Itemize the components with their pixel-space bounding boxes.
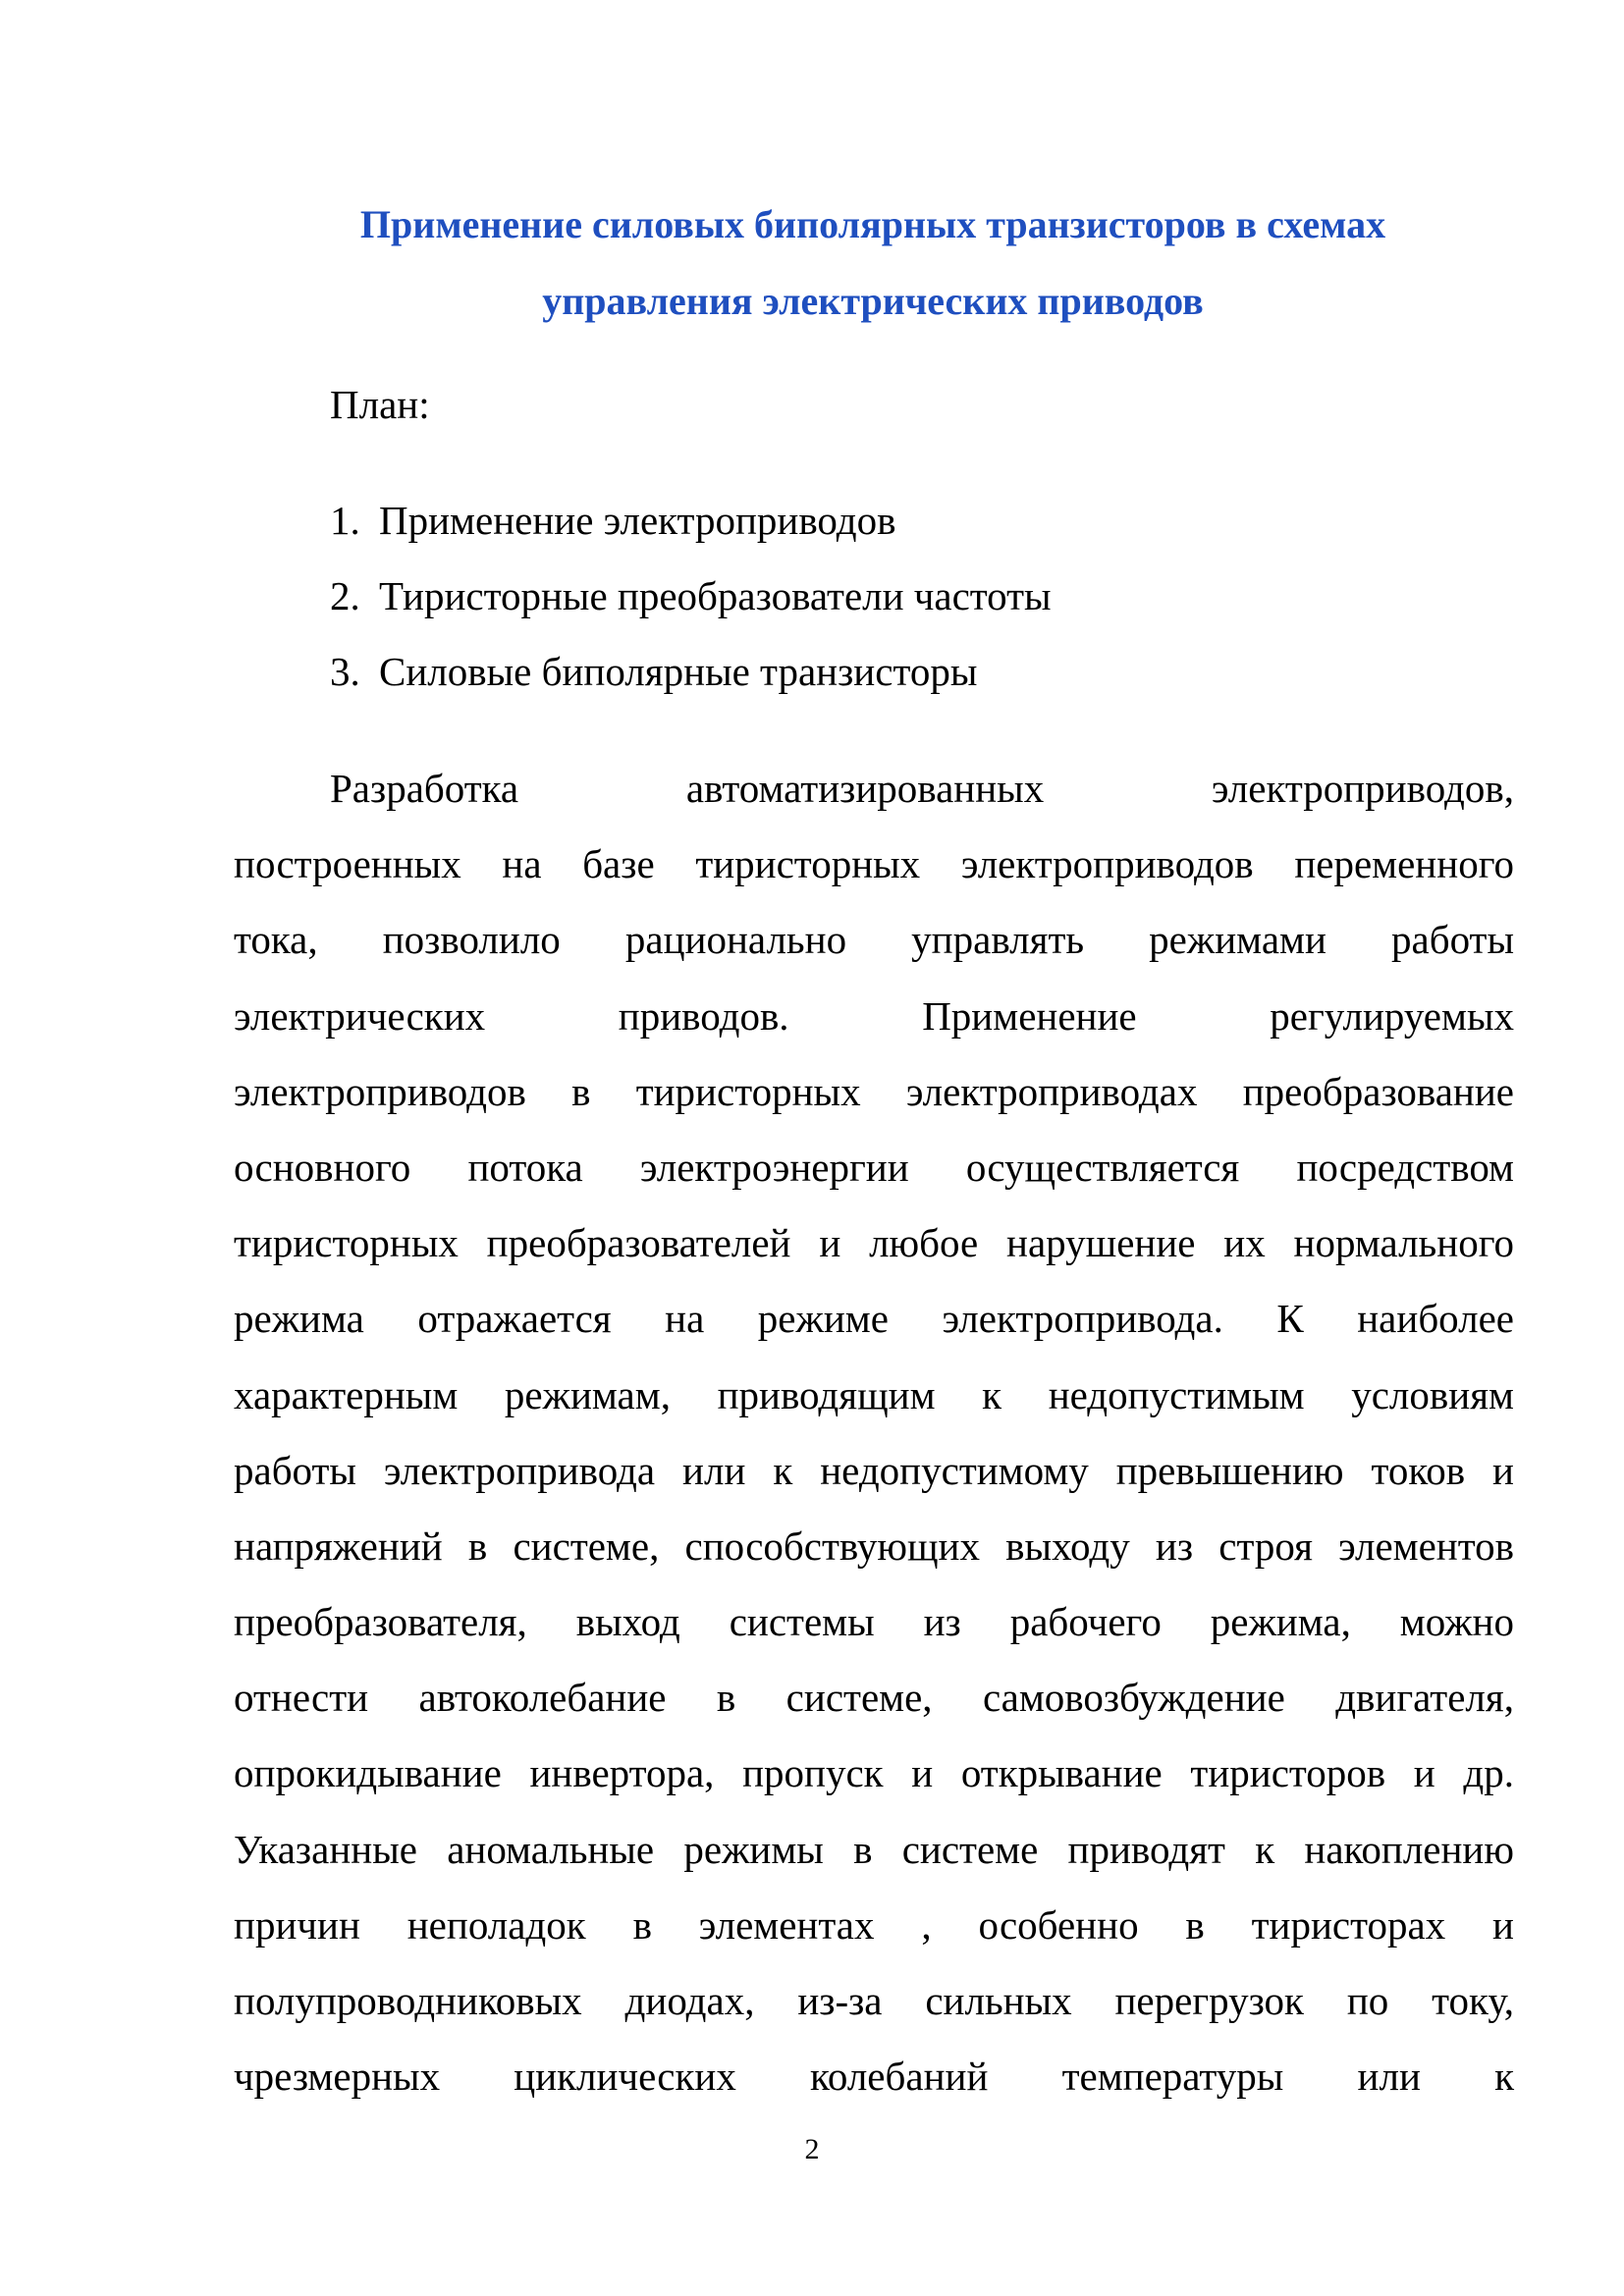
- plan-item-number: 3.: [330, 649, 360, 694]
- paragraph-line: построенных на базе тиристорных электроприводов переменного: [234, 841, 1514, 887]
- document-title: [234, 187, 1512, 340]
- paragraph-line: электроприводов в тиристорных электроприводах преобразование: [234, 1068, 1514, 1114]
- paragraph-line: работы электропривода или к недопустимому превышению токов и: [234, 1447, 1514, 1493]
- plan-item: [330, 566, 1052, 642]
- title-line-1: Применение силовых биполярных транзисторов в схемах: [359, 202, 1386, 246]
- plan-item: [330, 642, 1052, 718]
- paragraph-line: характерным режимам, приводящим к недопустимым условиям: [234, 1371, 1514, 1417]
- body-paragraph: [234, 759, 1514, 2122]
- page-number: 2: [804, 2133, 820, 2165]
- paragraph-line: причин неполадок в элементах , особенно в тиристорах и: [234, 1901, 1514, 1948]
- paragraph-line: преобразователя, выход системы из рабочего режима, можно: [234, 1599, 1514, 1645]
- paragraph-line: Указанные аномальные режимы в системе приводят к накоплению: [234, 1826, 1514, 1872]
- plan-heading: План:: [330, 382, 430, 427]
- paragraph-line: чрезмерных циклических колебаний температуры или к: [234, 2054, 1514, 2100]
- plan-item: [330, 491, 1052, 566]
- plan-item-number: 1.: [330, 498, 360, 543]
- title-line-2: управления электрических приводов: [542, 279, 1204, 323]
- paragraph-line: отнести автоколебание в системе, самовозбуждение двигателя,: [234, 1675, 1514, 1721]
- paragraph-line: режима отражается на режиме электропривода. К наиболее: [234, 1296, 1514, 1342]
- paragraph-line: полупроводниковых диодах, из-за сильных перегрузок по току,: [234, 1978, 1514, 2023]
- paragraph-line: Разработка автоматизированных электроприводов,: [330, 766, 1514, 811]
- plan-item-text: Применение электроприводов: [379, 498, 896, 543]
- plan-list: [330, 491, 1052, 718]
- paragraph-line: электрических приводов. Применение регулируемых: [234, 992, 1514, 1039]
- paragraph-line: тиристорных преобразователей и любое нарушение их нормального: [234, 1220, 1514, 1266]
- paragraph-line: опрокидывание инвертора, пропуск и открывание тиристоров и др.: [234, 1750, 1514, 1796]
- plan-item-number: 2.: [330, 573, 360, 618]
- plan-item-text: Силовые биполярные транзисторы: [379, 649, 978, 694]
- paragraph-line: тока, позволило рационально управлять режимами работы: [234, 917, 1514, 963]
- paragraph-line: основного потока электроэнергии осуществляется посредством: [234, 1144, 1514, 1190]
- paragraph-line: напряжений в системе, способствующих выходу из строя элементов: [234, 1522, 1514, 1569]
- plan-item-text: Тиристорные преобразователи частоты: [379, 573, 1052, 618]
